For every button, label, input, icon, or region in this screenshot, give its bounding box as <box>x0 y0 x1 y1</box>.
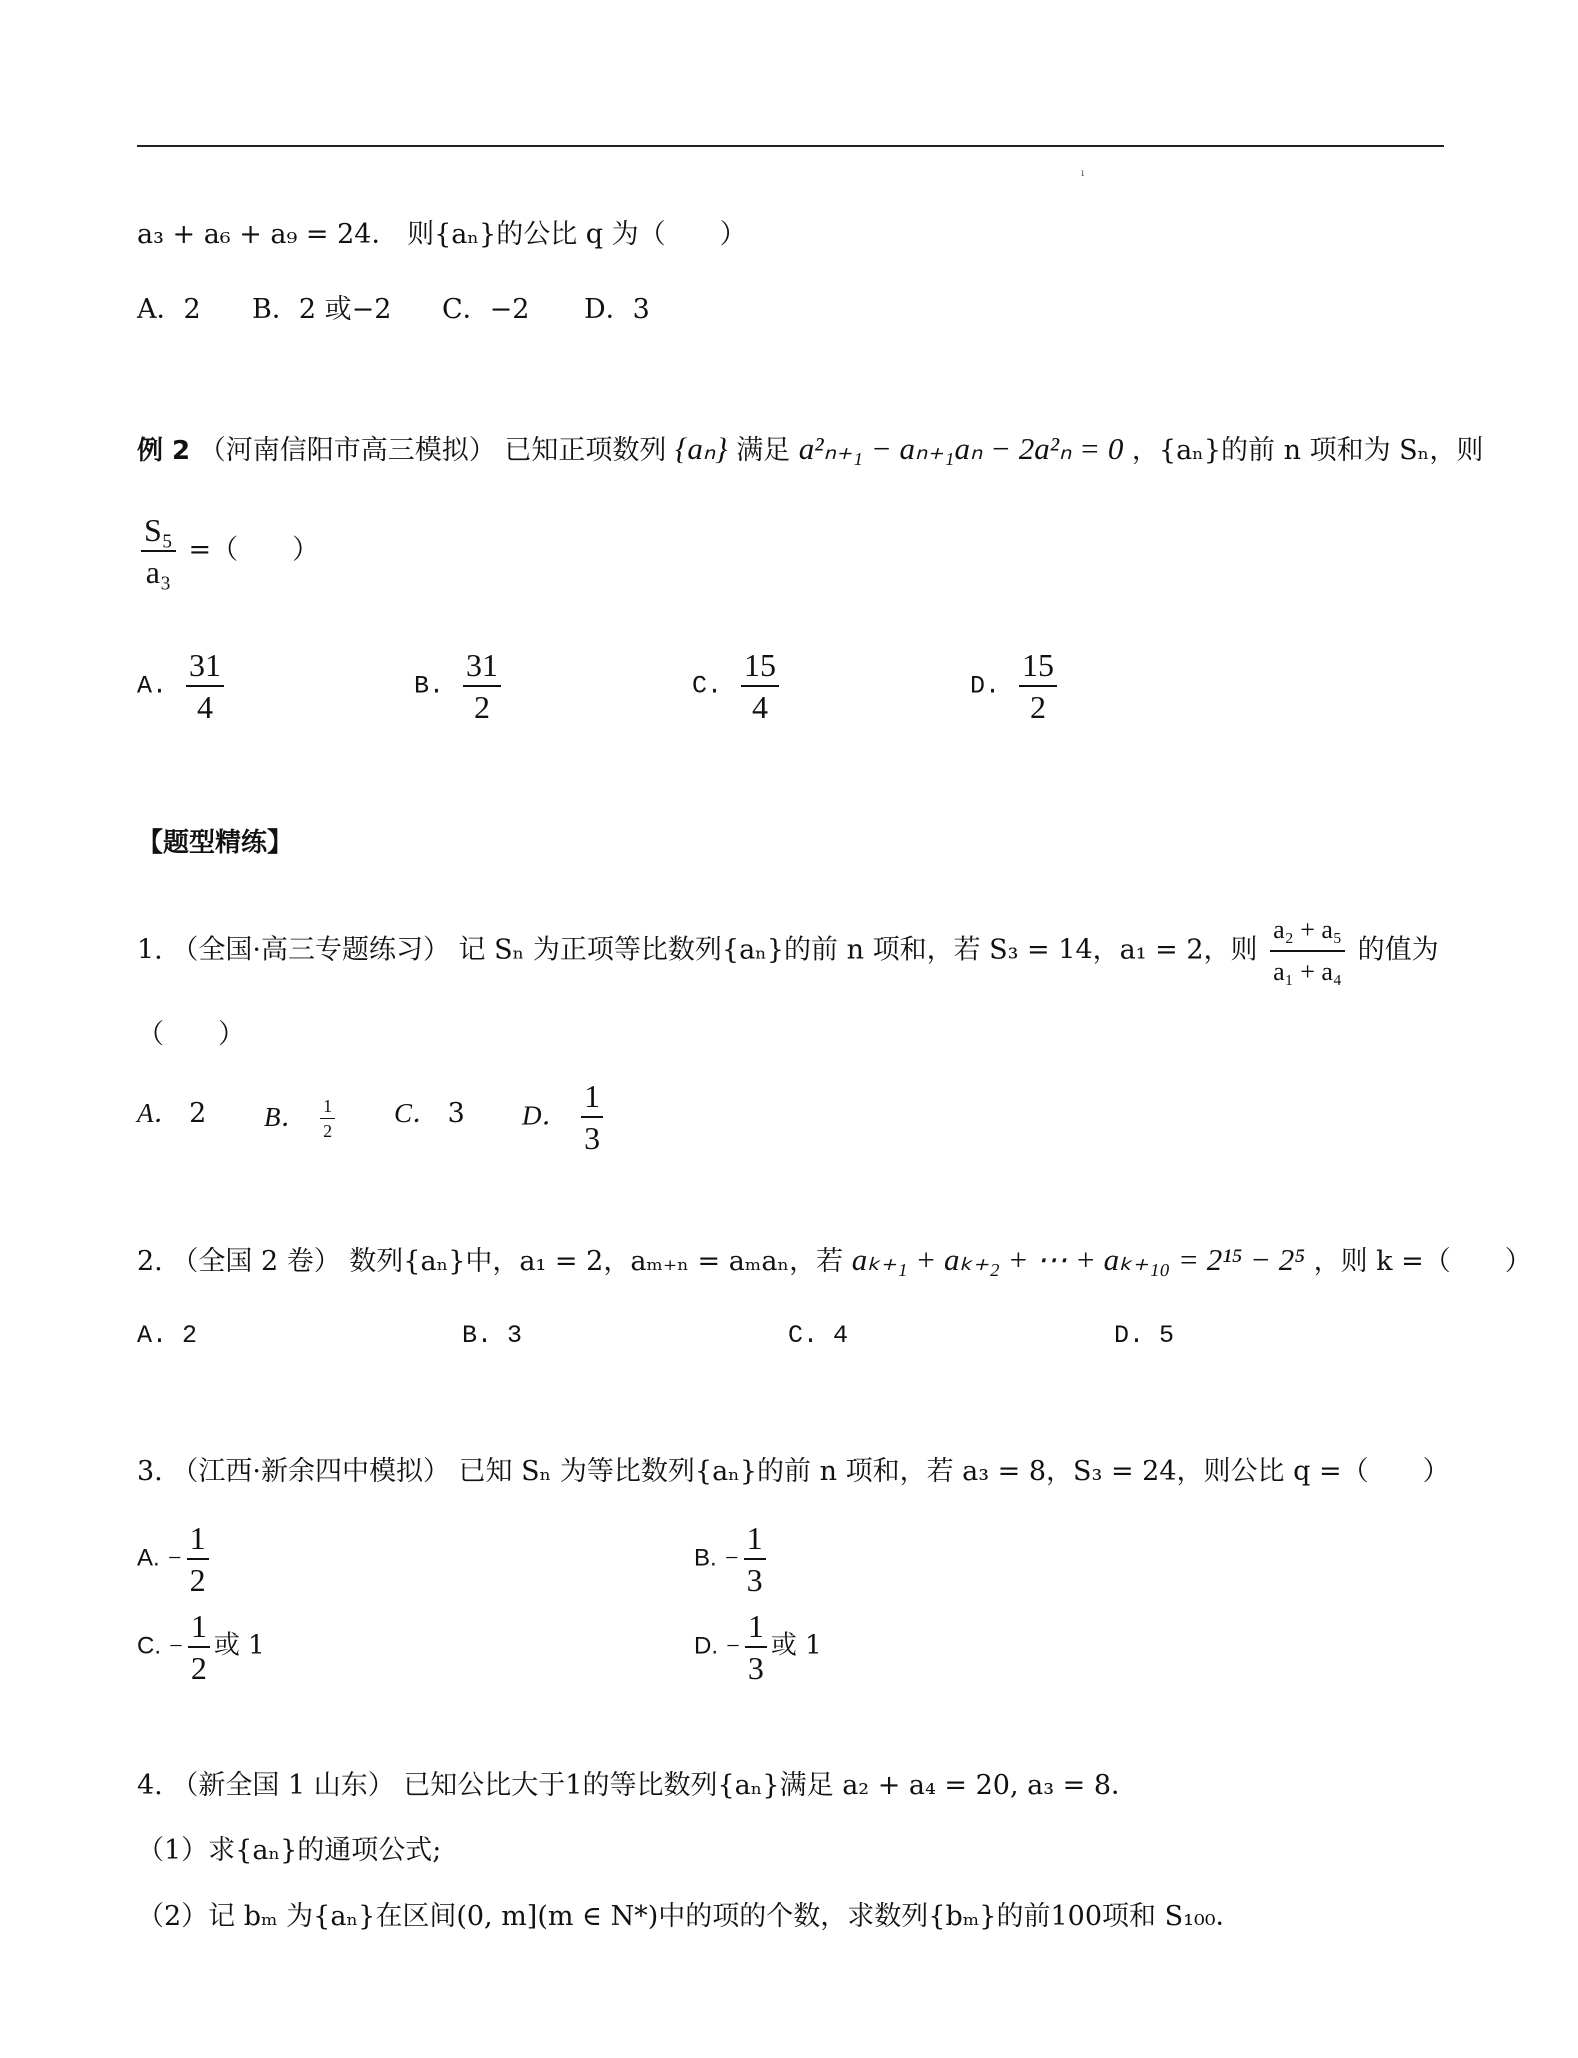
q1-option-c <box>394 1094 465 1133</box>
example2-ratio-line <box>137 510 319 592</box>
q4-line <box>137 1767 1138 1805</box>
fraction-numerator: 31 <box>186 645 224 687</box>
prev-problem-line <box>137 216 747 254</box>
example2-source: （河南信阳市高三模拟） <box>198 435 496 466</box>
option-sign: − <box>166 1545 183 1572</box>
fraction-denominator: 2 <box>323 1121 333 1141</box>
option-fraction <box>744 1518 766 1600</box>
q4-part1: （1）求{aₙ}的通项公式; <box>137 1835 442 1866</box>
fraction-numerator: 15 <box>1019 645 1057 687</box>
page-mark: ı <box>1081 168 1085 179</box>
q3-option-d <box>694 1606 822 1688</box>
fraction-denominator: 3 <box>584 1120 601 1156</box>
q2-option-b: B. 3 <box>462 1321 523 1350</box>
example2-equation: a²ₙ₊₁ − aₙ₊₁aₙ − 2a²ₙ = 0 <box>798 431 1124 466</box>
example2-text-a: 已知正项数列 <box>504 435 667 466</box>
ratio-tail: =（ ） <box>188 534 320 566</box>
example2-seq: {aₙ} <box>674 431 728 466</box>
prev-option-d: D．3 <box>584 294 650 325</box>
option-fraction <box>187 1518 209 1600</box>
fraction-denominator: 4 <box>752 689 769 725</box>
q1-line <box>137 910 1439 992</box>
q1-text-a: 记 Sₙ 为正项等比数列{aₙ}的前 n 项和，若 S₃ = 14，a₁ = 2，则 <box>458 934 1258 966</box>
q2-option-c: C. 4 <box>788 1321 849 1350</box>
q3-option-a <box>137 1518 213 1600</box>
q4-number: 4. <box>137 1770 163 1801</box>
q3-line <box>137 1453 1450 1491</box>
fraction-denominator: 3 <box>747 1650 764 1686</box>
example2-option-b <box>414 645 505 727</box>
fraction-numerator: 1 <box>188 1606 210 1648</box>
option-label: D. <box>970 671 1001 701</box>
q1-text-b: 的值为 <box>1357 934 1439 966</box>
fraction-numerator: 1 <box>745 1606 767 1648</box>
prev-condition: a₃ + a₆ + a₉ = 24． <box>137 219 399 250</box>
fraction-denominator: 3 <box>746 1562 763 1598</box>
fraction-denominator: 4 <box>197 689 214 725</box>
example2-option-a <box>137 645 228 727</box>
q1-frac-num: a₂ + a₅ <box>1270 910 1345 952</box>
option-sign: − <box>724 1633 741 1660</box>
q2-sum-expr: aₖ₊₁ + aₖ₊₂ + ⋯ + aₖ₊₁₀ = 2¹⁵ − 2⁵ <box>851 1242 1305 1277</box>
fraction-numerator: 1 <box>187 1518 209 1560</box>
q4-text: 已知公比大于1的等比数列{aₙ}满足 a₂ + a₄ = 20, a₃ = 8． <box>403 1770 1139 1801</box>
q2-number: 2. <box>137 1246 163 1277</box>
option-label: A. <box>137 1544 160 1572</box>
q1-frac-den: a₁ + a₄ <box>1273 957 1342 986</box>
option-fraction <box>186 645 224 727</box>
option-label: A. <box>137 671 168 701</box>
q1-source: （全国·高三专题练习） <box>171 934 450 966</box>
option-fraction <box>188 1606 210 1688</box>
q4-source: （新全国 1 山东） <box>171 1770 395 1801</box>
prev-option-a: A．2 <box>137 294 201 325</box>
fraction-numerator: 1 <box>744 1518 766 1560</box>
option-value: 3 <box>447 1098 465 1129</box>
fraction-denominator: 2 <box>190 1650 207 1686</box>
q1-option-a <box>137 1094 206 1133</box>
q3-option-c <box>137 1606 265 1688</box>
q2-text-b: ，则 k =（ ） <box>1313 1246 1532 1277</box>
fraction-denominator: 2 <box>474 689 491 725</box>
option-value: 2 <box>189 1098 207 1129</box>
example2-text-c: ，{aₙ}的前 n 项和为 Sₙ，则 <box>1131 435 1484 466</box>
option-label: B. <box>694 1544 717 1572</box>
option-fraction <box>320 1094 335 1143</box>
option-label: C. <box>137 1632 161 1660</box>
option-sign: − <box>167 1633 184 1660</box>
q2-source: （全国 2 卷） <box>171 1246 341 1277</box>
example2-ratio <box>141 510 176 592</box>
option-label: B． <box>264 1102 308 1132</box>
q1-blank: （ ） <box>137 1019 245 1050</box>
fraction-numerator: 31 <box>463 645 501 687</box>
prev-question: 则{aₙ}的公比 q 为（ ） <box>407 219 747 250</box>
header-rule <box>137 145 1444 147</box>
example2-text-b: 满足 <box>736 435 791 466</box>
option-fraction <box>745 1606 767 1688</box>
option-label: B. <box>414 671 445 701</box>
q3-number: 3. <box>137 1456 163 1487</box>
q2-line <box>137 1241 1532 1281</box>
option-label: D. <box>694 1632 718 1660</box>
fraction-numerator: 1 <box>581 1076 603 1118</box>
option-fraction <box>741 645 779 727</box>
example2-line <box>137 430 1483 470</box>
q1-fraction <box>1270 910 1345 992</box>
prev-option-b: B．2 或−2 <box>252 294 392 325</box>
ratio-denominator: a₃ <box>145 554 172 590</box>
q2-option-a: A. 2 <box>137 1321 198 1350</box>
q4-part2: （2）记 bₘ 为{aₙ}在区间(0, m](m ∈ N*)中的项的个数，求数列{bₘ}的前100项和 S₁₀₀． <box>137 1901 1243 1932</box>
fraction-denominator: 2 <box>189 1562 206 1598</box>
q2-text-a: 数列{aₙ}中，a₁ = 2，aₘ₊ₙ = aₘaₙ，若 <box>349 1246 844 1277</box>
ratio-numerator: S₅ <box>141 510 176 552</box>
option-sign: − <box>723 1545 740 1572</box>
option-fraction <box>463 645 501 727</box>
fraction-numerator: 15 <box>741 645 779 687</box>
q1-option-b <box>264 1094 339 1143</box>
fraction-denominator: 2 <box>1030 689 1047 725</box>
q3-source: （江西·新余四中模拟） <box>171 1456 450 1487</box>
q2-option-d: D. 5 <box>1114 1321 1175 1350</box>
option-label: C. <box>692 671 723 701</box>
option-fraction <box>581 1076 603 1158</box>
option-label: A． <box>137 1098 181 1128</box>
option-label: D． <box>522 1100 569 1131</box>
option-tail: 或 1 <box>213 1630 265 1661</box>
example2-option-c <box>692 645 783 727</box>
q3-text: 已知 Sₙ 为等比数列{aₙ}的前 n 项和，若 a₃ = 8，S₃ = 24，则公比 q =（ ） <box>458 1456 1450 1487</box>
q1-number: 1. <box>137 934 163 966</box>
section-title: 【题型精练】 <box>137 828 294 858</box>
option-tail: 或 1 <box>770 1630 822 1661</box>
option-label: C． <box>394 1098 440 1128</box>
q1-option-d <box>522 1076 607 1158</box>
q3-option-b <box>694 1518 770 1600</box>
example2-option-d <box>970 645 1061 727</box>
prev-option-c: C．−2 <box>442 294 530 325</box>
option-fraction <box>1019 645 1057 727</box>
example2-label: 例 2 <box>137 436 191 466</box>
fraction-numerator: 1 <box>320 1094 335 1119</box>
